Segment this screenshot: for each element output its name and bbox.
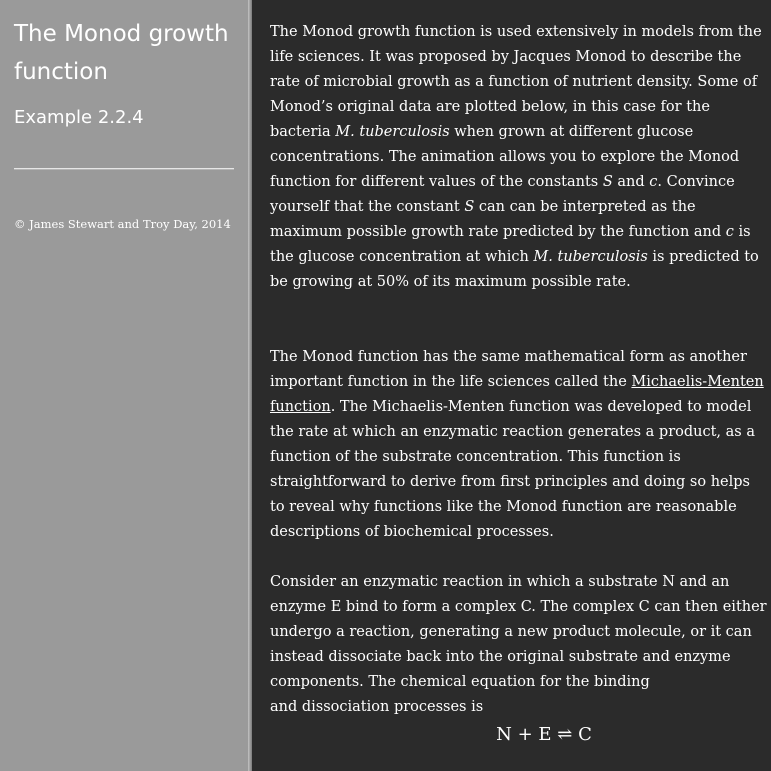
text: The Monod function has the same mathematical form as another important function in the life sciences called the (270, 349, 747, 390)
text: . The Michaelis-Menten function was developed to model the rate at which an enzymatic reaction generates a product, as a function of the substrate concentration. This function is straightforward to derive from first principles and doing so helps to reveal why functions like the Monod function are reasonable descriptions of biochemical processes. (270, 399, 755, 540)
text: and (612, 174, 650, 190)
michaelis-menten-link[interactable]: Michaelis-Menten function (270, 374, 764, 415)
text: Consider an enzymatic reaction in which a substrate N and an enzyme E bind to form a complex C. The complex C can then either undergo a reaction, generating a new product molecule, or it can instead dissociate back into the original substrate and enzyme components. The chemical equation for the binding (270, 574, 767, 690)
sidebar-divider (14, 168, 234, 170)
variable-c: c (725, 224, 734, 240)
species-name: M. tuberculosis (335, 124, 450, 140)
text: The Monod growth function is used extensively in models from the life sciences. It was proposed by Jacques Monod to describe the rate of microbial growth as a function of nutrient density. Some of Monod’s original data are plotted below, in this case for the bacteria (270, 24, 762, 140)
example-number: Example 2.2.4 (14, 107, 144, 128)
text: is the glucose concentration at which (270, 224, 751, 265)
page-title: The Monod growth function (14, 21, 229, 85)
text: and dissociation processes is (270, 699, 484, 715)
variable-s: S (602, 174, 613, 190)
text: when grown at different glucose concentrations. The animation allows you to explore the Monod function for different values of the constants (270, 124, 740, 190)
variable-c: c (649, 174, 658, 190)
species-name: M. tuberculosis (533, 249, 648, 265)
variable-s: S (464, 199, 475, 215)
chemical-equation: N + E ⇌ C (496, 724, 592, 745)
paragraph-monod-intro (270, 20, 768, 295)
text: can can be interpreted as the maximum possible growth rate predicted by the function and (270, 199, 726, 240)
paragraph-enzymatic-reaction (270, 570, 768, 720)
paragraph-michaelis-menten (270, 345, 768, 545)
main-content (252, 0, 771, 771)
text: is predicted to be growing at 50% of its maximum possible rate. (270, 249, 759, 290)
sidebar (0, 0, 248, 771)
copyright-notice: © James Stewart and Troy Day, 2014 (14, 217, 231, 231)
article-body (270, 20, 768, 750)
text: . Convince yourself that the constant (270, 174, 735, 215)
